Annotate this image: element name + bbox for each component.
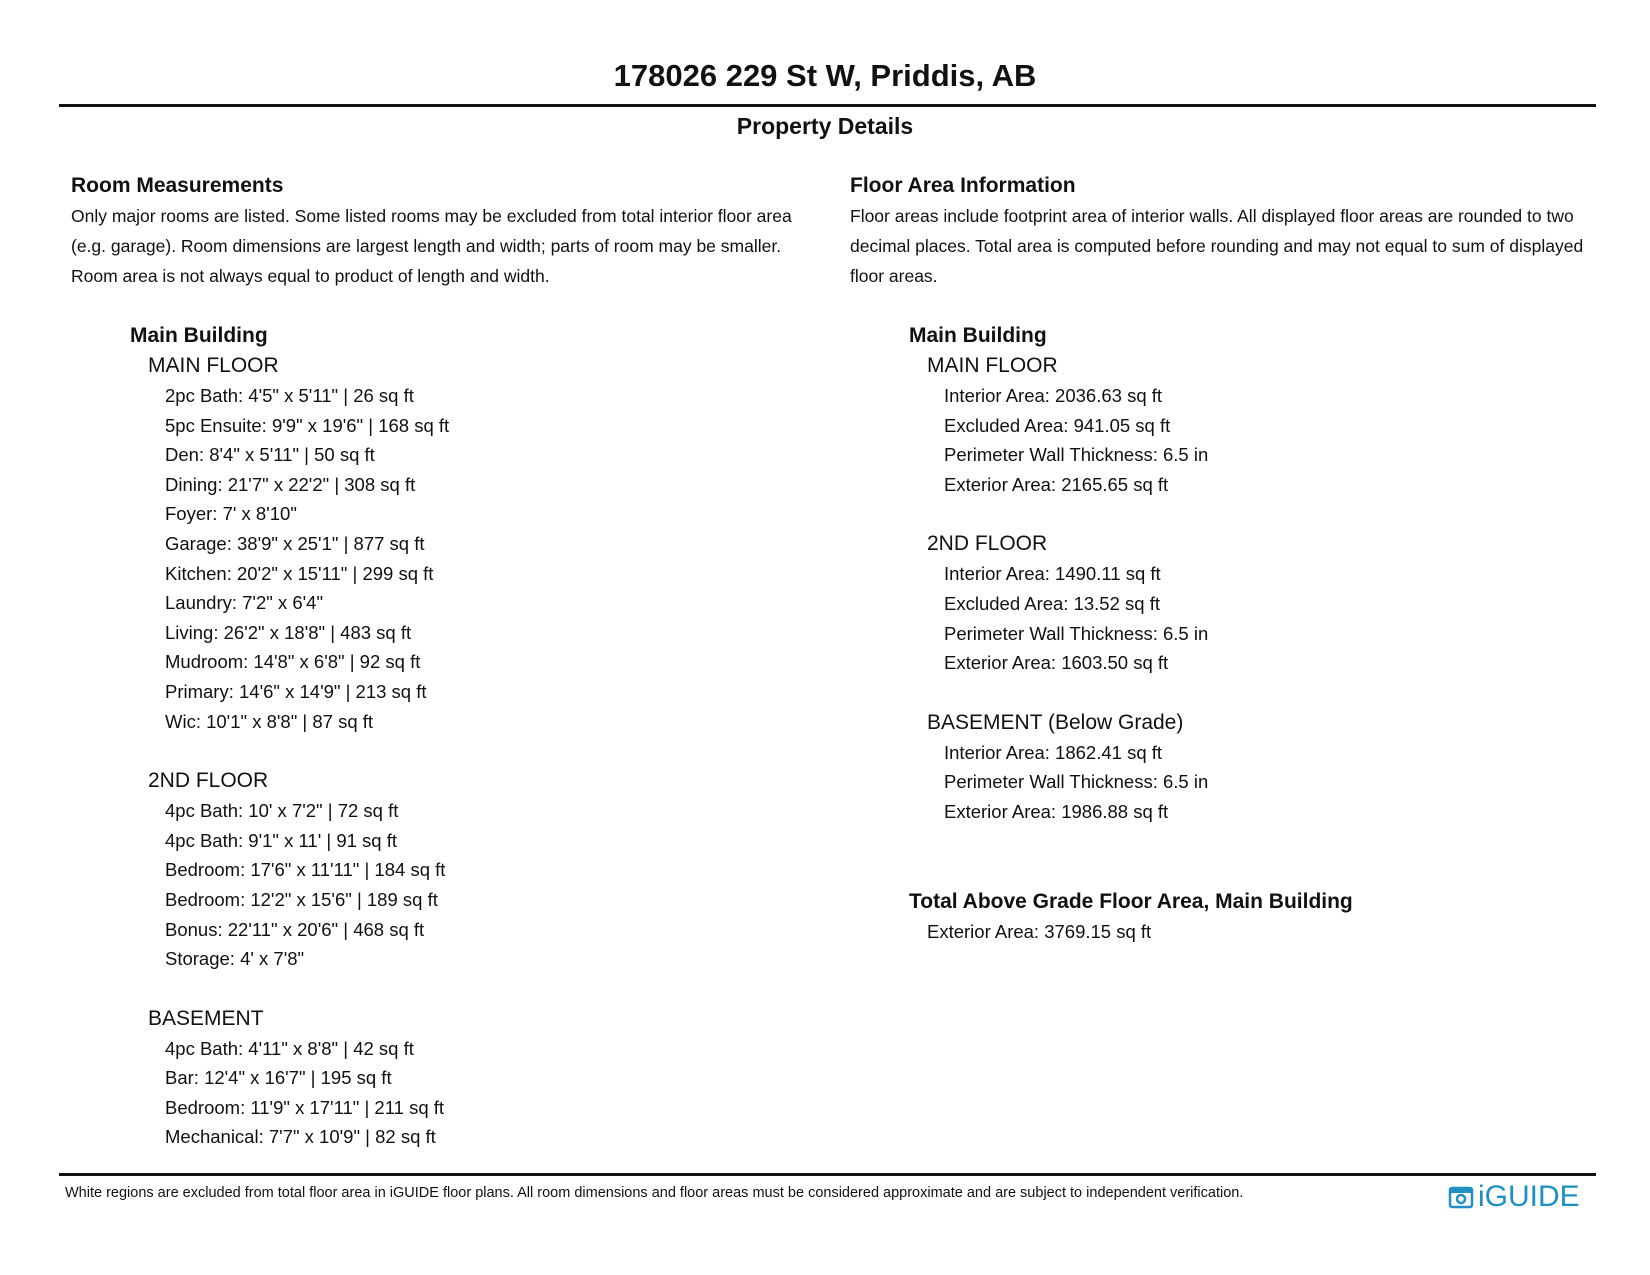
room-item: Laundry: 7'2" x 6'4" [165, 592, 324, 614]
room-item: Garage: 38'9" x 25'1" | 877 sq ft [165, 532, 425, 554]
room-item: Bonus: 22'11" x 20'6" | 468 sq ft [165, 918, 425, 940]
floor-2nd [148, 766, 811, 974]
area-item: Perimeter Wall Thickness: 6.5 in [944, 771, 1209, 793]
intro-line: (e.g. garage). Room dimensions are largest length and width; parts of room may be smaller. [71, 236, 782, 256]
room-item: Bedroom: 12'2" x 15'6" | 189 sq ft [165, 888, 438, 910]
floor-name: 2ND FLOOR [927, 532, 1048, 556]
room-item: Bedroom: 17'6" x 11'11" | 184 sq ft [165, 859, 446, 881]
floor-area-intro [850, 201, 1610, 291]
intro-line: Floor areas include footprint area of interior walls. All displayed floor areas are rounded to two [850, 206, 1574, 226]
room-measurements-intro [71, 201, 811, 291]
room-item: Bar: 12'4" x 16'7" | 195 sq ft [165, 1067, 392, 1089]
area-item: Excluded Area: 941.05 sq ft [944, 414, 1171, 436]
floor-name: BASEMENT [148, 1006, 264, 1030]
floor-name: 2ND FLOOR [148, 769, 269, 793]
room-item: Foyer: 7' x 8'10" [165, 503, 297, 525]
room-item: 4pc Bath: 4'11" x 8'8" | 42 sq ft [165, 1037, 414, 1059]
floor-name: BASEMENT (Below Grade) [927, 710, 1184, 734]
total-above-grade [909, 887, 1610, 947]
area-item: Interior Area: 1862.41 sq ft [944, 741, 1163, 763]
floor-name: MAIN FLOOR [148, 354, 279, 377]
room-measurements-heading: Room Measurements [71, 174, 284, 197]
room-item: 4pc Bath: 9'1" x 11' | 91 sq ft [165, 829, 398, 851]
room-item: Wic: 10'1" x 8'8" | 87 sq ft [165, 710, 374, 732]
room-measurements-section [71, 171, 811, 1152]
area-item: Interior Area: 2036.63 sq ft [944, 385, 1163, 406]
room-item: 2pc Bath: 4'5" x 5'11" | 26 sq ft [165, 385, 414, 406]
iguide-logo [1448, 1180, 1580, 1214]
room-item: Den: 8'4" x 5'11" | 50 sq ft [165, 444, 375, 466]
floor-2nd [927, 529, 1610, 677]
header-divider [59, 104, 1596, 107]
room-item: 4pc Bath: 10' x 7'2" | 72 sq ft [165, 800, 399, 822]
floor-basement [927, 708, 1610, 827]
floor-main [927, 351, 1610, 499]
room-item: Primary: 14'6" x 14'9" | 213 sq ft [165, 680, 427, 702]
area-item: Perimeter Wall Thickness: 6.5 in [944, 622, 1209, 644]
floor-name: MAIN FLOOR [927, 354, 1058, 377]
area-item: Excluded Area: 13.52 sq ft [944, 592, 1160, 614]
floor-area-section [850, 171, 1610, 947]
area-item: Interior Area: 1490.11 sq ft [944, 563, 1161, 585]
room-item: Kitchen: 20'2" x 15'11" | 299 sq ft [165, 562, 434, 584]
footer-divider [59, 1173, 1596, 1176]
floor-area-heading: Floor Area Information [850, 174, 1076, 197]
floor-basement [148, 1004, 811, 1152]
intro-line: Only major rooms are listed. Some listed rooms may be excluded from total interior floor area [71, 206, 792, 226]
main-building-areas [909, 321, 1610, 827]
building-title: Main Building [130, 324, 268, 347]
intro-line: floor areas. [850, 266, 938, 286]
total-value: Exterior Area: 3769.15 sq ft [927, 920, 1152, 942]
room-item: Living: 26'2" x 18'8" | 483 sq ft [165, 621, 412, 643]
area-item: Exterior Area: 1986.88 sq ft [944, 800, 1169, 822]
room-item: Mechanical: 7'7" x 10'9" | 82 sq ft [165, 1126, 436, 1148]
building-title: Main Building [909, 324, 1047, 347]
page-subtitle: Property Details [736, 113, 914, 139]
floor-main [148, 351, 811, 736]
area-item: Exterior Area: 1603.50 sq ft [944, 652, 1169, 674]
main-building-rooms [130, 321, 811, 1152]
room-item: 5pc Ensuite: 9'9" x 19'6" | 168 sq ft [165, 414, 450, 436]
total-title: Total Above Grade Floor Area, Main Building [909, 889, 1353, 913]
logo-text: iGUIDE [1478, 1180, 1580, 1213]
footer-note: White regions are excluded from total floor area in iGUIDE floor plans. All room dimensions and floor areas must be considered approximate and are subject to independent verification. [65, 1185, 1244, 1201]
area-item: Exterior Area: 2165.65 sq ft [944, 473, 1169, 495]
page-title: 178026 229 St W, Priddis, AB [613, 58, 1037, 93]
room-item: Mudroom: 14'8" x 6'8" | 92 sq ft [165, 651, 421, 673]
room-item: Storage: 4' x 7'8" [165, 948, 305, 970]
area-item: Perimeter Wall Thickness: 6.5 in [944, 444, 1209, 466]
intro-line: decimal places. Total area is computed before rounding and may not equal to sum of displayed [850, 236, 1584, 256]
room-item: Bedroom: 11'9" x 17'11" | 211 sq ft [165, 1096, 445, 1118]
intro-line: Room area is not always equal to product of length and width. [71, 266, 550, 286]
room-item: Dining: 21'7" x 22'2" | 308 sq ft [165, 473, 416, 495]
camera-icon [1448, 1184, 1474, 1210]
